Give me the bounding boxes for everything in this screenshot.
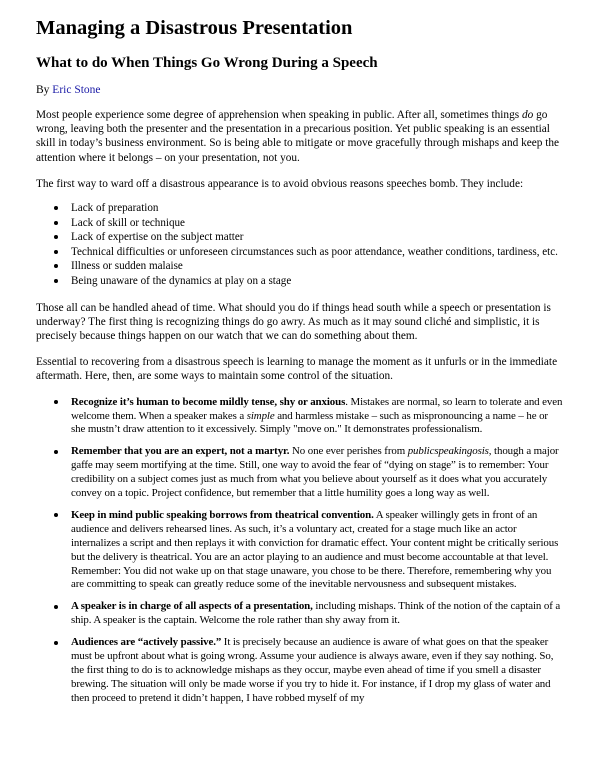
tip-text: including mishaps. Think of the notion of the captain of a ship. A speaker is the captain. Welcome the role rather than shy away from it. (71, 600, 561, 627)
tip-heading: Recognize it’s human to become mildly tense, shy or anxious (71, 395, 346, 408)
intro-text-1: Most people experience some degree of apprehension when speaking in public. After all, sometimes things (36, 109, 522, 121)
tip-item (71, 445, 564, 501)
author-link[interactable]: Eric Stone (52, 84, 101, 96)
page-subtitle: What to do When Things Go Wrong During a Speech (36, 55, 378, 71)
byline-prefix: By (36, 84, 53, 96)
tips-list (36, 396, 564, 706)
list-item: Being unaware of the dynamics at play on a stage (71, 274, 564, 289)
byline (36, 83, 564, 97)
page-title: Managing a Disastrous Presentation (36, 17, 353, 39)
tip-text: though a major gaffe may seem mortifying at the time. Still, one way to avoid the fear of “dying on stage” is to remember: Your credibility on a subject comes just as much from what you believe about yourself as it does what you accurately convey on a topic. Project confidence, but remember that a little humility goes a long way as well. (71, 445, 559, 500)
article (36, 0, 564, 714)
tip-heading: Keep in mind public speaking borrows from theatrical convention. (71, 508, 374, 521)
intro-emphasis: do (521, 109, 534, 121)
list-item: Lack of preparation (71, 201, 564, 216)
list-item: Illness or sudden malaise (71, 259, 564, 274)
body-paragraph: Essential to recovering from a disastrous speech is learning to manage the moment as it unfurls or in the immediate aftermath. Here, then, are some ways to maintain some control of the situation. (36, 356, 558, 383)
tip-heading: Remember that you are an expert, not a martyr. (71, 445, 290, 458)
tip-heading: Audiences are “actively passive.” (71, 636, 222, 649)
tip-emphasis: simple (246, 409, 275, 422)
tip-heading: A speaker is in charge of all aspects of a presentation, (71, 600, 313, 613)
body-paragraph: Those all can be handled ahead of time. What should you do if things head south while a speech or presentation is underway? The first thing is recognizing things do go awry. As much as it may sound cliché and simplistic, it is precisely because things happen on our watch that we can do something about them. (36, 301, 551, 342)
tip-item (71, 396, 564, 438)
tip-emphasis: publicspeakingosis, (407, 445, 492, 458)
tip-text: and harmless mistake – such as mispronouncing a name – he or she mustn’t draw attention to it excessively. Simply "move on." It demonstrates professionalism. (71, 409, 548, 436)
list-item: Technical difficulties or unforeseen circumstances such as poor attendance, weather conditions, tardiness, etc. (71, 245, 564, 260)
tip-item (71, 636, 564, 706)
reasons-list (36, 201, 564, 289)
list-item: Lack of skill or technique (71, 216, 564, 231)
tip-text: No one ever perishes from (289, 445, 408, 458)
tip-text: A speaker willingly gets in front of an audience and delivers rehearsed lines. As such, it’s a voluntary act, created for a stage much like an actor internalizes a script and then replays it with conviction for dramatic effect. Your content might be critically serious but the delivery is theatrical. You are an actor playing to an audience and must become accountable at that level. Remember: You did not wake up on that stage unaware, you chose to be there. Therefore, remembering why you are committing to speak can greatly reduce some of the inevitable nervousness and subsequent mistakes. (71, 508, 559, 591)
tip-text: It is precisely because an audience is aware of what goes on that the speaker must be upfront about what is going wrong. Assume your audience is always aware, even if they say nothing. So, the first thing to do is to acknowledge mishaps as they occur, maybe even ahead of time if you smell a disaster brewing. The situation will only be made worse if you try to hide it. For instance, if I drop my glass of water and then proceed to pretend it didn’t happen, I have robbed myself of my (71, 636, 554, 704)
list-item: Lack of expertise on the subject matter (71, 230, 564, 245)
reasons-lead-paragraph: The first way to ward off a disastrous appearance is to avoid obvious reasons speeches bomb. They include: (36, 177, 524, 190)
tip-item (71, 509, 564, 592)
intro-paragraph (36, 108, 564, 165)
tip-item (71, 600, 564, 628)
intro-text-2: go wrong, leaving both the presenter and the presentation in a precarious position. Yet public speaking is an essential skill in today’s business environment. So is being able to mitigate or move gracefully through mishaps and keep the attention where it belongs – on your presentation, not you. (36, 109, 560, 164)
tip-text: . Mistakes are normal, so learn to tolerate and even welcome them. When a speaker makes a (71, 395, 563, 422)
